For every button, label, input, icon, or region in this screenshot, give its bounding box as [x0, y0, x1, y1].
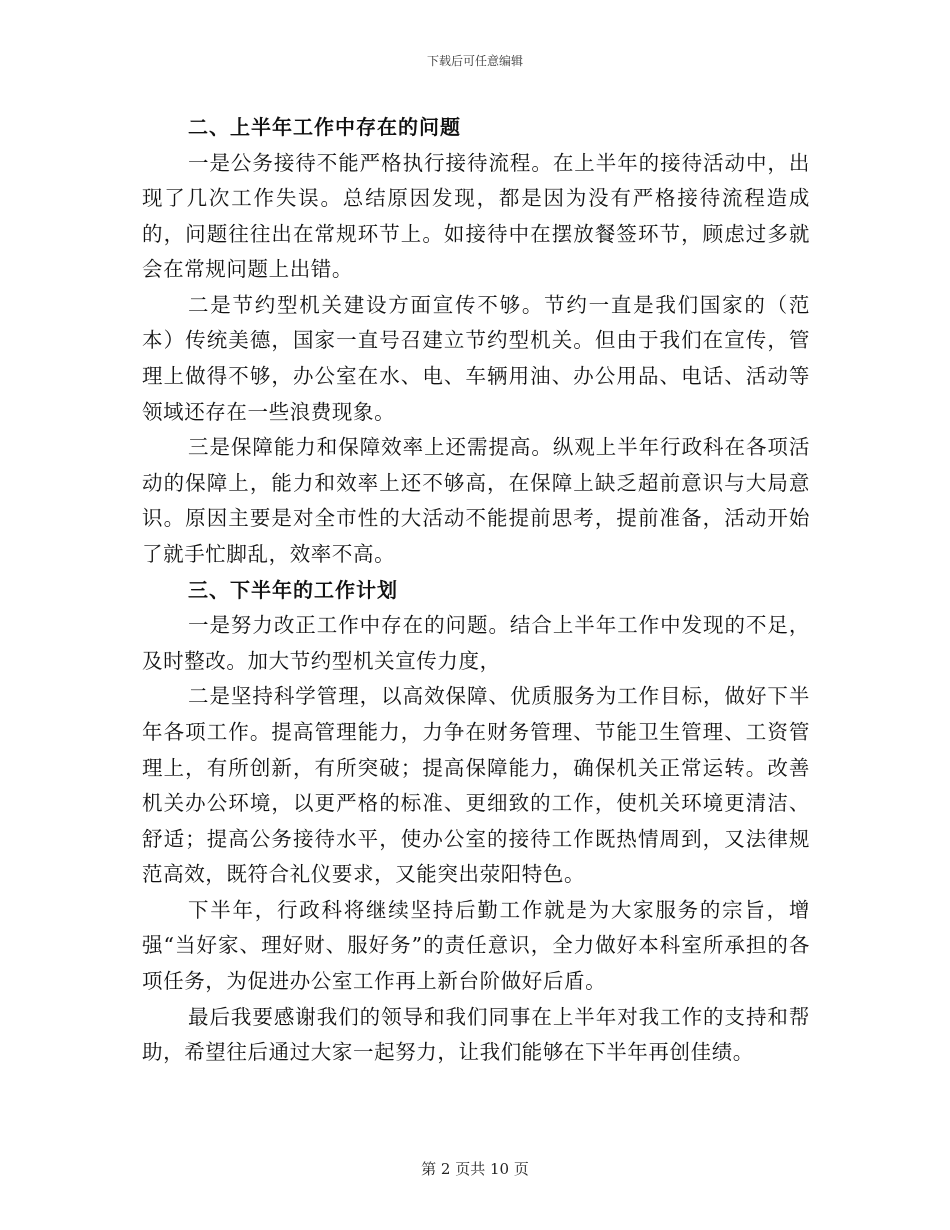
paragraph: 最后我要感谢我们的领导和我们同事在上半年对我工作的支持和帮助，希望往后通过大家一起努力，让我们能够在下半年再创佳绩。: [142, 1004, 810, 1065]
paragraph: 下半年，行政科将继续坚持后勤工作就是为大家服务的宗旨，增强“当好家、理好财、服好务”的责任意识，全力做好本科室所承担的各项任务，为促进办公室工作再上新台阶做好后盾。: [142, 897, 810, 994]
section-heading-plan: 三、下半年的工作计划: [188, 577, 398, 602]
paragraph: 三是保障能力和保障效率上还需提高。纵观上半年行政科在各项活动的保障上，能力和效率上还不够高，在保障上缺乏超前意识与大局意识。原因主要是对全市性的大活动不能提前思考，提前准备，活动开始了就手忙脚乱，效率不高。: [142, 435, 810, 567]
page-footer: 第 2 页共 10 页: [421, 1160, 529, 1178]
paragraph: 二是坚持科学管理，以高效保障、优质服务为工作目标，做好下半年各项工作。提高管理能力，力争在财务管理、节能卫生管理、工资管理上，有所创新，有所突破；提高保障能力，确保机关正常运转。改善机关办公环境，以更严格的标准、更细致的工作，使机关环境更清洁、舒适；提高公务接待水平，使办公室的接待工作既热情周到，又法律规范高效，既符合礼仪要求，又能突出荥阳特色。: [142, 684, 810, 887]
paragraph: 二是节约型机关建设方面宣传不够。节约一直是我们国家的（范本）传统美德，国家一直号召建立节约型机关。但由于我们在宣传，管理上做得不够，办公室在水、电、车辆用油、办公用品、电话、活动等领域还存在一些浪费现象。: [142, 292, 810, 424]
page-header-note: 下载后可任意编辑: [426, 54, 523, 68]
document-body: [142, 110, 810, 1071]
paragraph: 一是公务接待不能严格执行接待流程。在上半年的接待活动中，出现了几次工作失误。总结原因发现，都是因为没有严格接待流程造成的，问题往往出在常规环节上。如接待中在摆放餐签环节，顾虑过多就会在常规问题上出错。: [142, 150, 810, 282]
paragraph: 一是努力改正工作中存在的问题。结合上半年工作中发现的不足，及时整改。加大节约型机关宣传力度，: [142, 613, 810, 673]
section-heading-problems: 二、上半年工作中存在的问题: [188, 115, 461, 139]
